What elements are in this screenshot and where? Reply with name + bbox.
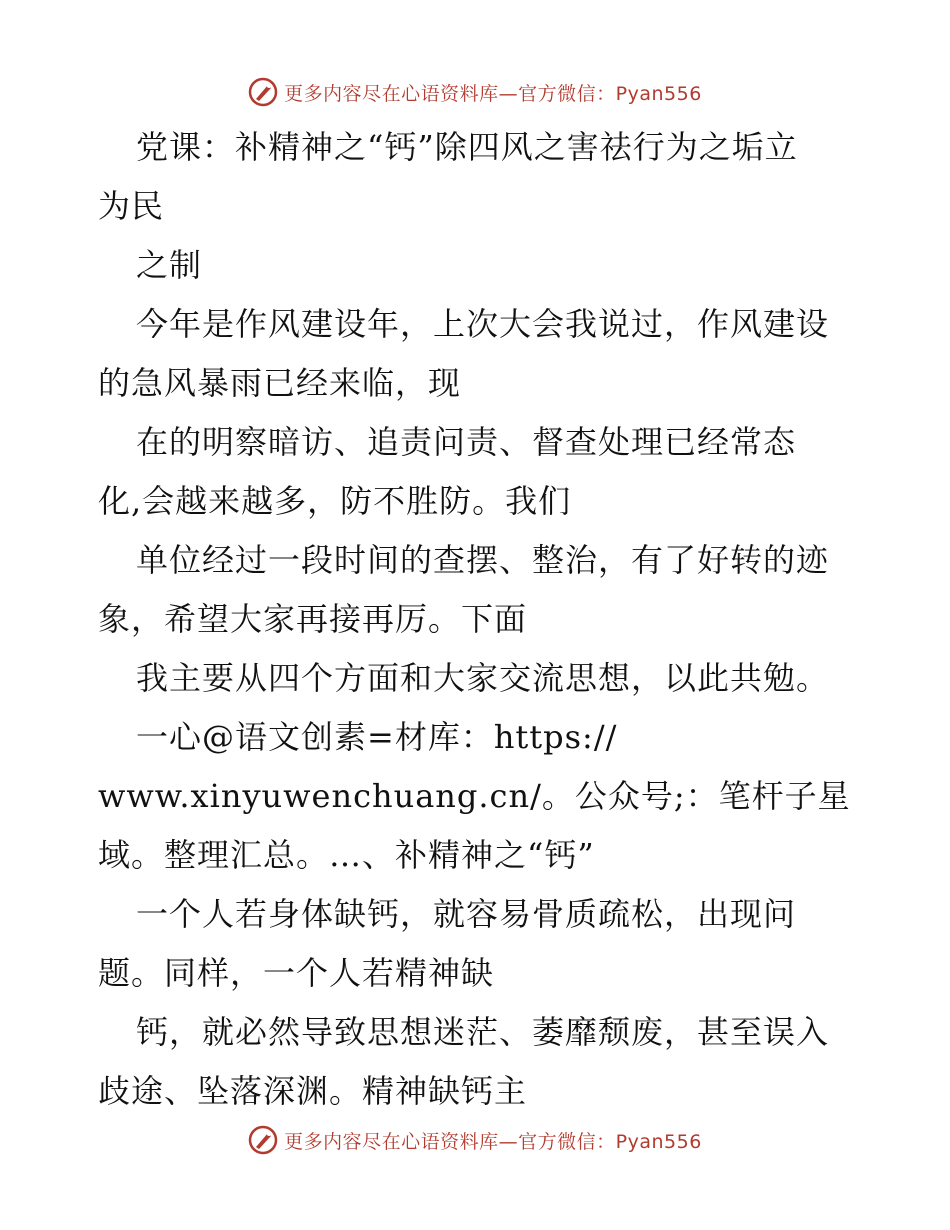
document-body bbox=[98, 118, 858, 1121]
text-line: 党课：补精神之“钙”除四风之害祛行为之垢立 bbox=[136, 128, 798, 166]
text-line: 今年是作风建设年，上次大会我说过，作风建设 bbox=[136, 305, 830, 343]
text-line: 一个人若身体缺钙，就容易骨质疏松，出现问 bbox=[136, 895, 797, 933]
text-line: 单位经过一段时间的查摆、整治，有了好转的迹 bbox=[136, 541, 830, 579]
header-banner-text: 更多内容尽在心语资料库—官方微信：Pyan556 bbox=[284, 82, 702, 105]
text-line: 的急风暴雨已经来临，现 bbox=[98, 364, 462, 402]
header-banner bbox=[0, 72, 950, 112]
text-line: 域。整理汇总。…、补精神之“钙” bbox=[98, 836, 595, 874]
text-line: 在的明察暗访、追责问责、督查处理已经常态 bbox=[136, 423, 797, 461]
text-line: 题。同样，一个人若精神缺 bbox=[98, 954, 495, 992]
text-line: 一心@语文创素=材库：https:// bbox=[136, 718, 618, 756]
text-line: 化,会越来越多，防不胜防。我们 bbox=[98, 482, 572, 520]
text-line: 为民 bbox=[98, 187, 165, 225]
text-line: 我主要从四个方面和大家交流思想，以此共勉。 bbox=[136, 659, 830, 697]
text-line: 钙，就必然导致思想迷茫、萎靡颓废，甚至误入 bbox=[136, 1013, 830, 1051]
text-line: www.xinyuwenchuang.cn/。公众号;：笔杆子星 bbox=[98, 777, 851, 815]
footer-banner-text: 更多内容尽在心语资料库—官方微信：Pyan556 bbox=[284, 1130, 702, 1153]
text-line: 象，希望大家再接再厉。下面 bbox=[98, 600, 528, 638]
pen-logo-icon bbox=[248, 77, 278, 107]
footer-banner bbox=[0, 1120, 950, 1160]
text-line: 之制 bbox=[136, 246, 203, 284]
pen-logo-icon bbox=[248, 1125, 278, 1155]
text-line: 歧途、坠落深渊。精神缺钙主 bbox=[98, 1072, 528, 1110]
